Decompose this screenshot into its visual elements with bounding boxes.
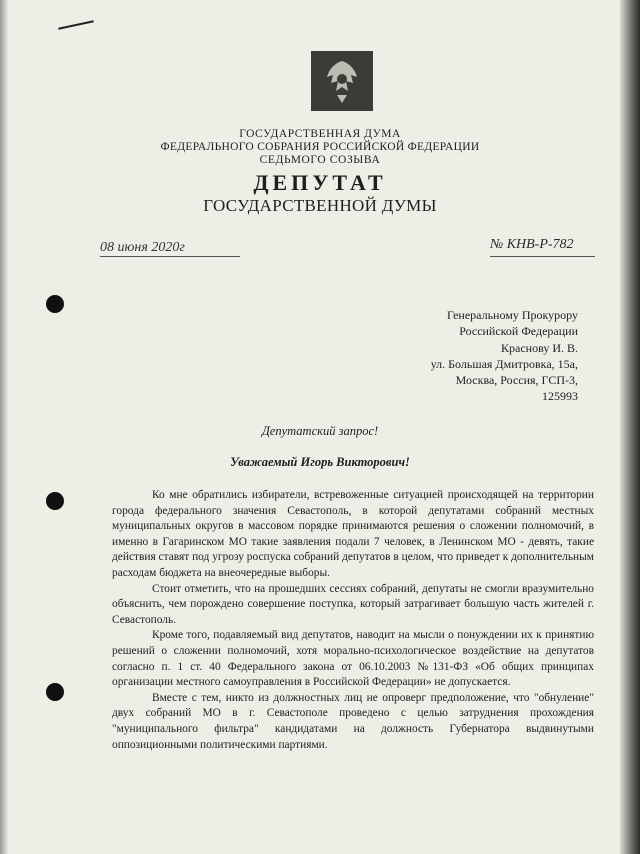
addressee-block [431, 307, 578, 405]
body-paragraph: Кроме того, подавляемый вид депутатов, наводит на мысли о понуждении их к принятию решений о сложении полномочий, хотя морально-психологическое воздействие на депутатов согласно п. 1 ст. 40 Федерального закона от 06.10.2003 №131-ФЗ «Об общих принципах организации местного самоуправления в Российской Федерации» не допускается. [112, 629, 594, 689]
coat-of-arms-icon [311, 51, 373, 111]
header-line-2: ФЕДЕРАЛЬНОГО СОБРАНИЯ РОССИЙСКОЙ ФЕДЕРАЦИИ [160, 141, 480, 153]
addressee-line: Краснову И. В. [500, 340, 578, 355]
letter-date: 08 июня 2020г [100, 240, 185, 255]
addressee-line: ул. Большая Дмитровка, 15а, [430, 356, 578, 371]
regnum-underline [490, 256, 595, 257]
header-line-3: СЕДЬМОГО СОЗЫВА [259, 154, 381, 166]
date-underline [100, 256, 240, 257]
duma-subtitle: ГОСУДАРСТВЕННОЙ ДУМЫ [203, 196, 437, 215]
deputy-title: ДЕПУТАТ [253, 170, 387, 195]
body-paragraph: Вместе с тем, никто из должностных лиц не опроверг предположение, что "обнуление" двух собраний МО в г. Севастополе проведено с целью затруднения прохождения "муниципального фильтра" кандидатами на должность Губернатора выдвинутыми оппозиционными политическими партиями. [112, 691, 594, 751]
punch-hole-icon [46, 295, 64, 313]
punch-hole-icon [46, 492, 64, 510]
body-paragraph: Ко мне обратились избиратели, встревоженные ситуацией происходящей на территории города федерального значения Севастополь, в которой депутатами собраний местных муниципальных округов в массовом порядке принимаются решения о сложении полномочий, в именно в Гагаринском МО такие заявления подали 7 человек, в Ленинском МО - девять, такие действия ставят под угрозу роспуска собраний депутатов в целом, что приведет к дополнительным расходам бюджета на внеочередные выборы. [112, 489, 594, 579]
addressee-line: 125993 [542, 389, 578, 404]
letter-subject: Депутатский запрос! [261, 424, 379, 438]
pen-mark [58, 20, 94, 29]
body-paragraph: Стоит отметить, что на прошедших сессиях собраний, депутаты не смогли вразумительно объяснить, чем порождено совершение поступка, который затрагивает большую часть жителей г. Севастополь. [112, 582, 594, 626]
letter-greeting: Уважаемый Игорь Викторович! [230, 455, 410, 469]
addressee-line: Генеральному Прокурору [447, 308, 578, 322]
letter-body [112, 488, 594, 753]
punch-hole-icon [46, 683, 64, 701]
addressee-line: Российской Федерации [459, 324, 578, 339]
registration-number: № КНВ-Р-782 [490, 237, 574, 252]
addressee-line: Москва, Россия, ГСП-3, [455, 373, 578, 388]
header-line-1: ГОСУДАРСТВЕННАЯ ДУМА [239, 128, 401, 140]
